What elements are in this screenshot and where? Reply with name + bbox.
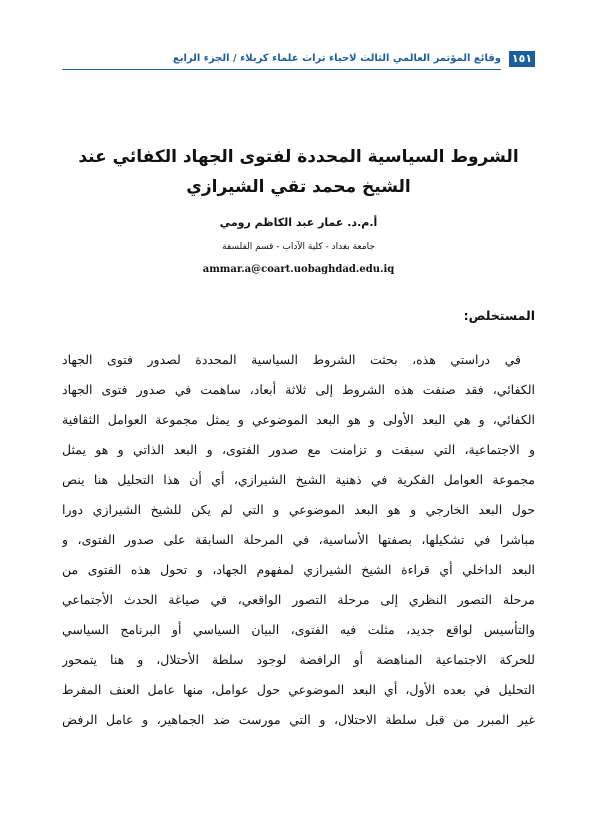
abstract-line: الكفائي، و هي البعد الأولى و هو البعد الموضوعي و يمثل مجموعة العوامل الثقافية (62, 412, 535, 427)
abstract-line: والتأسيس لواقع جديد، مثلت فيه الفتوى، البيان السياسي أو البرنامج السياسي (62, 622, 535, 637)
abstract-line: البعد الداخلي أي قراءة الشيخ الشيرازي لمفهوم الجهاد، و تحول هذه الفتوى من (62, 562, 535, 577)
paper-title: الشروط السياسية المحددة لفتوى الجهاد الكفائي عند الشيخ محمد تقي الشيرازي (78, 147, 519, 197)
abstract-body (62, 345, 535, 735)
abstract-line: للحركة الاجتماعية المناهضة أو الرافضة لوجود سلطة الأحتلال، و هنا يتمحور (62, 652, 535, 667)
abstract-line: و الاجتماعية، التي سبقت و تزامنت مع صدور الفتوى، و البعد الذاتي و هو يمثل (62, 442, 535, 457)
page-number-badge: ١٥١ (509, 51, 535, 67)
abstract-line: التحليل في بعده الأول، أي البعد الموضوعي حول عوامل، منها عامل العنف المفرط (62, 682, 535, 697)
abstract-line: مجموعة العوامل الفكرية في ذهنية الشيخ الشيرازي، أي أن هذا التحليل هنا ينص (62, 472, 535, 487)
abstract-line: مباشرا في تشكيلها، بصفتها الأساسية، في المرحلة السابقة على صدور الفتوى، و (62, 532, 535, 547)
author-affiliation: جامعة بغداد - كلية الآداب - قسم الفلسفة (222, 242, 375, 252)
abstract-line: غير المبرر من قبل سلطة الاحتلال، و التي مورست ضد الجماهير، و عامل الرفض (62, 712, 535, 727)
abstract-line: الكفائي، فقد صنفت هذه الشروط إلى ثلاثة أبعاد، ساهمت في صدور فتوى الجهاد (62, 382, 535, 397)
abstract-heading: المستخلص: (463, 308, 535, 323)
abstract-line: في دراستي هذه، بحثت الشروط السياسية المحددة لصدور فتوى الجهاد (62, 352, 521, 367)
abstract-line: مرحلة التصور النظري إلى مرحلة التصور الواقعي، في صياغة الحدث الأجتماعي (62, 592, 535, 607)
header-rule (62, 69, 501, 70)
author-name: أ.م.د. عمار عبد الكاظم رومي (219, 216, 378, 229)
abstract-line: حول البعد الخارجي و هو البعد الموضوعي و التي لم يكن للشيخ الشيرازي دورا (62, 502, 535, 517)
running-head-text: وقائع المؤتمر العالمي الثالث لاحياء تراث علماء كربلاء / الجزء الرابع (172, 53, 501, 64)
author-email: ammar.a@coart.uobaghdad.edu.iq (202, 264, 395, 275)
running-header (62, 50, 535, 70)
